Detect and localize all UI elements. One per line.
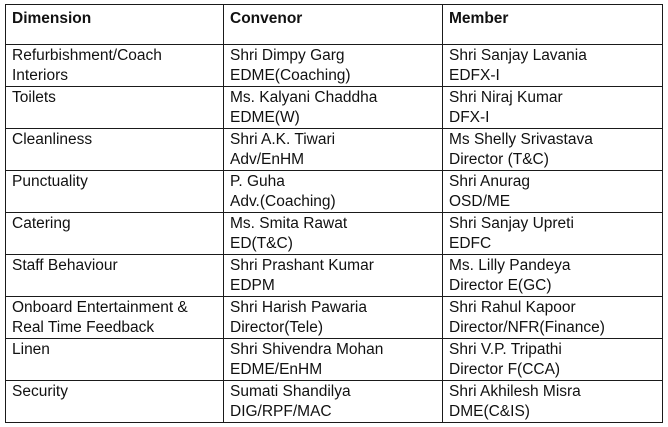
table-row — [6, 339, 663, 381]
dimension-line: Security — [12, 383, 68, 400]
member-line: Shri Sanjay Upreti — [449, 215, 574, 232]
member-line: Director (T&C) — [449, 151, 549, 168]
header-dimension: Dimension — [6, 5, 224, 45]
member-line: OSD/ME — [449, 193, 511, 210]
convenor-line: DIG/RPF/MAC — [230, 403, 332, 420]
dimension-cell — [6, 45, 224, 87]
dimension-line: Refurbishment/Coach — [12, 47, 162, 64]
member-line: EDFX-I — [449, 67, 500, 84]
convenor-line: Ms. Smita Rawat — [230, 215, 348, 232]
dimension-cell — [6, 213, 224, 255]
member-cell — [443, 129, 663, 171]
header-convenor: Convenor — [224, 5, 443, 45]
convenor-line: Shri Harish Pawaria — [230, 299, 367, 316]
convenor-cell — [224, 45, 443, 87]
convenor-cell — [224, 255, 443, 297]
table-row — [6, 297, 663, 339]
convenor-cell — [224, 213, 443, 255]
dimension-line: Punctuality — [12, 173, 88, 190]
table-row — [6, 255, 663, 297]
dimension-line: Toilets — [12, 89, 56, 106]
dimension-line: Onboard Entertainment & — [12, 299, 188, 316]
convenor-cell — [224, 339, 443, 381]
member-line: EDFC — [449, 235, 492, 252]
convenor-line: Adv.(Coaching) — [230, 193, 336, 210]
member-line: Shri Rahul Kapoor — [449, 299, 576, 316]
member-line: DME(C&IS) — [449, 403, 530, 420]
convenor-line: Shri Shivendra Mohan — [230, 341, 384, 358]
member-line: Ms Shelly Srivastava — [449, 131, 593, 148]
member-line: Shri Sanjay Lavania — [449, 47, 587, 64]
dimension-cell — [6, 87, 224, 129]
convenor-line: Director(Tele) — [230, 319, 324, 336]
member-cell — [443, 171, 663, 213]
convenor-cell — [224, 381, 443, 423]
dimension-line: Staff Behaviour — [12, 257, 118, 274]
convenor-line: Adv/EnHM — [230, 151, 305, 168]
convenor-line: EDME(W) — [230, 109, 300, 126]
member-cell — [443, 381, 663, 423]
convenor-cell — [224, 129, 443, 171]
table-body — [6, 45, 663, 423]
convenor-cell — [224, 297, 443, 339]
dimension-line: Linen — [12, 341, 50, 358]
dimension-cell — [6, 129, 224, 171]
convenor-line: EDME(Coaching) — [230, 67, 351, 84]
convenor-line: Ms. Kalyani Chaddha — [230, 89, 378, 106]
member-line: DFX-I — [449, 109, 490, 126]
committee-table — [5, 4, 663, 423]
member-cell — [443, 87, 663, 129]
dimension-cell — [6, 339, 224, 381]
dimension-line: Real Time Feedback — [12, 319, 155, 336]
convenor-cell — [224, 87, 443, 129]
table-row — [6, 213, 663, 255]
dimension-cell — [6, 297, 224, 339]
dimension-line: Catering — [12, 215, 71, 232]
convenor-line: ED(T&C) — [230, 235, 293, 252]
member-line: Director F(CCA) — [449, 361, 561, 378]
table-row — [6, 381, 663, 423]
table-row — [6, 45, 663, 87]
convenor-line: P. Guha — [230, 173, 285, 190]
dimension-cell — [6, 171, 224, 213]
member-line: Ms. Lilly Pandeya — [449, 257, 571, 274]
dimension-cell — [6, 381, 224, 423]
member-line: Shri Niraj Kumar — [449, 89, 563, 106]
convenor-line: Shri Prashant Kumar — [230, 257, 374, 274]
member-cell — [443, 297, 663, 339]
member-cell — [443, 213, 663, 255]
dimension-line: Cleanliness — [12, 131, 93, 148]
member-cell — [443, 339, 663, 381]
table-row — [6, 129, 663, 171]
convenor-line: Shri Dimpy Garg — [230, 47, 345, 64]
member-cell — [443, 255, 663, 297]
dimension-cell — [6, 255, 224, 297]
convenor-line: Shri A.K. Tiwari — [230, 131, 336, 148]
dimension-line: Interiors — [12, 67, 68, 84]
member-line: Shri V.P. Tripathi — [449, 341, 562, 358]
convenor-line: EDPM — [230, 277, 275, 294]
member-line: Shri Akhilesh Misra — [449, 383, 581, 400]
header-member: Member — [443, 5, 663, 45]
member-cell — [443, 45, 663, 87]
table-row — [6, 171, 663, 213]
header-row — [6, 5, 663, 45]
member-line: Director E(GC) — [449, 277, 552, 294]
convenor-line: Sumati Shandilya — [230, 383, 351, 400]
convenor-cell — [224, 171, 443, 213]
table-row — [6, 87, 663, 129]
member-line: Director/NFR(Finance) — [449, 319, 605, 336]
member-line: Shri Anurag — [449, 173, 530, 190]
convenor-line: EDME/EnHM — [230, 361, 323, 378]
